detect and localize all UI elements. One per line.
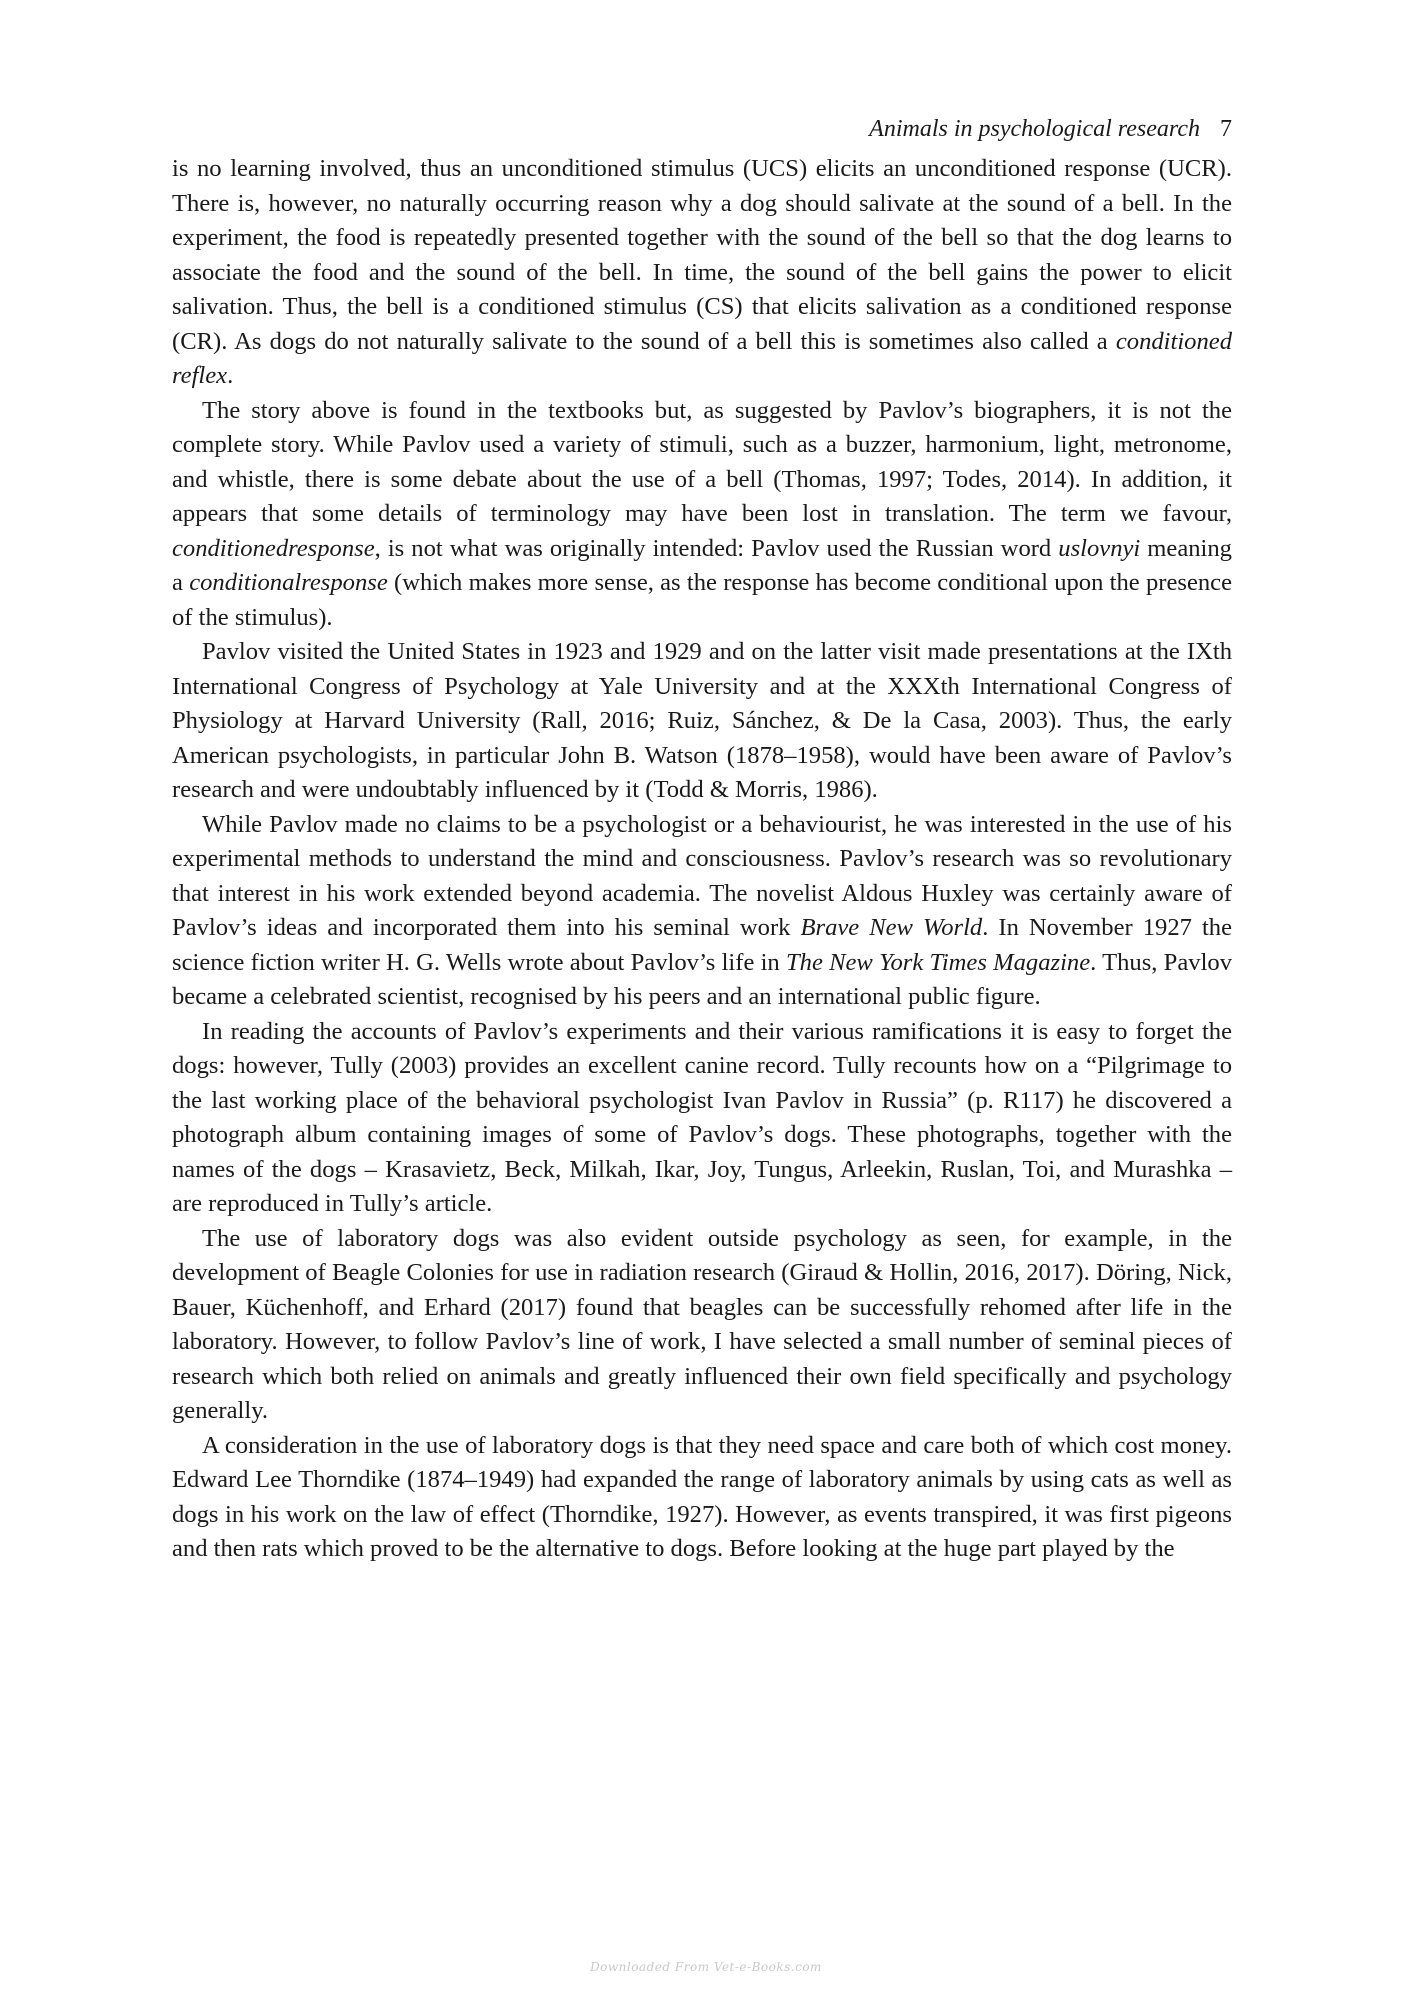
body-paragraph [172,635,1232,808]
download-watermark: Downloaded From Vet-e-Books.com [590,1960,822,1974]
book-page [172,112,1232,1567]
body-paragraph [172,808,1232,1015]
text-run: While Pavlov made no claims to be a psychologist or a behaviourist, he was interested in the use of his experimental methods to understand the mind and consciousness. Pavlov’s research was so revolutionary that interest in his work extended beyond academia. The novelist Aldous Huxley was certainly aware of Pavlov’s ideas and incorporated them into his seminal work [172,810,1232,941]
italic-phrase: conditioned reflex [172,327,1232,389]
body-paragraph [172,1222,1232,1429]
text-run: In reading the accounts of Pavlov’s experiments and their various ramifications it is easy to forget the dogs: however, Tully (2003) provides an excellent canine record. Tully recounts how on a “Pilgrimage to the last working place of the behavioral psychologist Ivan Pavlov in Russia” (p. R117) he discovered a photograph album containing images of some of Pavlov’s dogs. These photographs, together with the names of the dogs – Krasavietz, Beck, Milkah, Ikar, Joy, Tungus, Arleekin, Ruslan, Toi, and Murashka – are reproduced in Tully’s article. [172,1017,1232,1217]
text-run: (which makes more sense, as the response has become conditional upon the presence of the stimulus). [172,569,1232,631]
text-run: . Thus, Pavlov became a celebrated scientist, recognised by his peers and an international public figure. [172,948,1232,1010]
running-head [172,112,1232,146]
italic-phrase: The New York Times Magazine [785,948,1091,976]
body-paragraph [172,394,1232,636]
body-text [172,152,1232,1567]
text-run: Pavlov visited the United States in 1923 and 1929 and on the latter visit made presentations at the IXth International Congress of Psychology at Yale University and at the XXXth International Congress of Physiology at Harvard University (Rall, 2016; Ruiz, Sánchez, & De la Casa, 2003). Thus, the early American psychologists, in particular John B. Watson (1878–1958), would have been aware of Pavlov’s research and were undoubtably influenced by it (Todd & Morris, 1986). [172,638,1232,803]
text-run: . [227,362,234,389]
italic-phrase: conditionedresponse [172,534,375,562]
text-run: A consideration in the use of laboratory dogs is that they need space and care both of which cost money. Edward Lee Thorndike (1874–1949) had expanded the range of laboratory animals by using cats as well as dogs in his work on the law of effect (Thorndike, 1927). However, as events transpired, it was first pigeons and then rats which proved to be the alternative to dogs. Before looking at the huge part played by the [172,1431,1232,1562]
italic-phrase: conditionalresponse [189,569,388,596]
running-head-title: Animals in psychological research [869,116,1200,142]
text-run: is no learning involved, thus an unconditioned stimulus (UCS) elicits an unconditioned response (UCR). There is, however, no naturally occurring reason why a dog should salivate at the sound of a bell. In the experiment, the food is repeatedly presented together with the sound of the bell so that the dog learns to associate the food and the sound of the bell. In time, the sound of the bell gains the power to elicit salivation. Thus, the bell is a conditioned stimulus (CS) that elicits salivation as a conditioned response (CR). As dogs do not naturally salivate to the sound of a bell this is sometimes also called a [172,155,1232,355]
text-run: . In November 1927 the science fiction writer H. G. Wells wrote about Pavlov’s life in [172,914,1232,976]
italic-phrase: uslovnyi [1058,534,1141,562]
text-run: The story above is found in the textbooks but, as suggested by Pavlov’s biographers, it is not the complete story. While Pavlov used a variety of stimuli, such as a buzzer, harmonium, light, metronome, and whistle, there is some debate about the use of a bell (Thomas, 1997; Todes, 2014). In addition, it appears that some details of terminology may have been lost in translation. The term we favour, [172,396,1232,527]
text-run: The use of laboratory dogs was also evident outside psychology as seen, for example, in the development of Beagle Colonies for use in radiation research (Giraud & Hollin, 2016, 2017). Döring, Nick, Bauer, Küchenhoff, and Erhard (2017) found that beagles can be successfully rehomed after life in the laboratory. However, to follow Pavlov’s line of work, I have selected a small number of seminal pieces of research which both relied on animals and greatly influenced their own field specifically and psychology generally. [172,1224,1232,1424]
body-paragraph [172,152,1232,394]
italic-phrase: Brave New World [800,914,983,941]
text-run: meaning a [172,534,1232,596]
body-paragraph [172,1015,1232,1222]
body-paragraph [172,1429,1232,1567]
text-run: , is not what was originally intended: Pavlov used the Russian word [374,534,1059,562]
page-number: 7 [1220,116,1232,142]
